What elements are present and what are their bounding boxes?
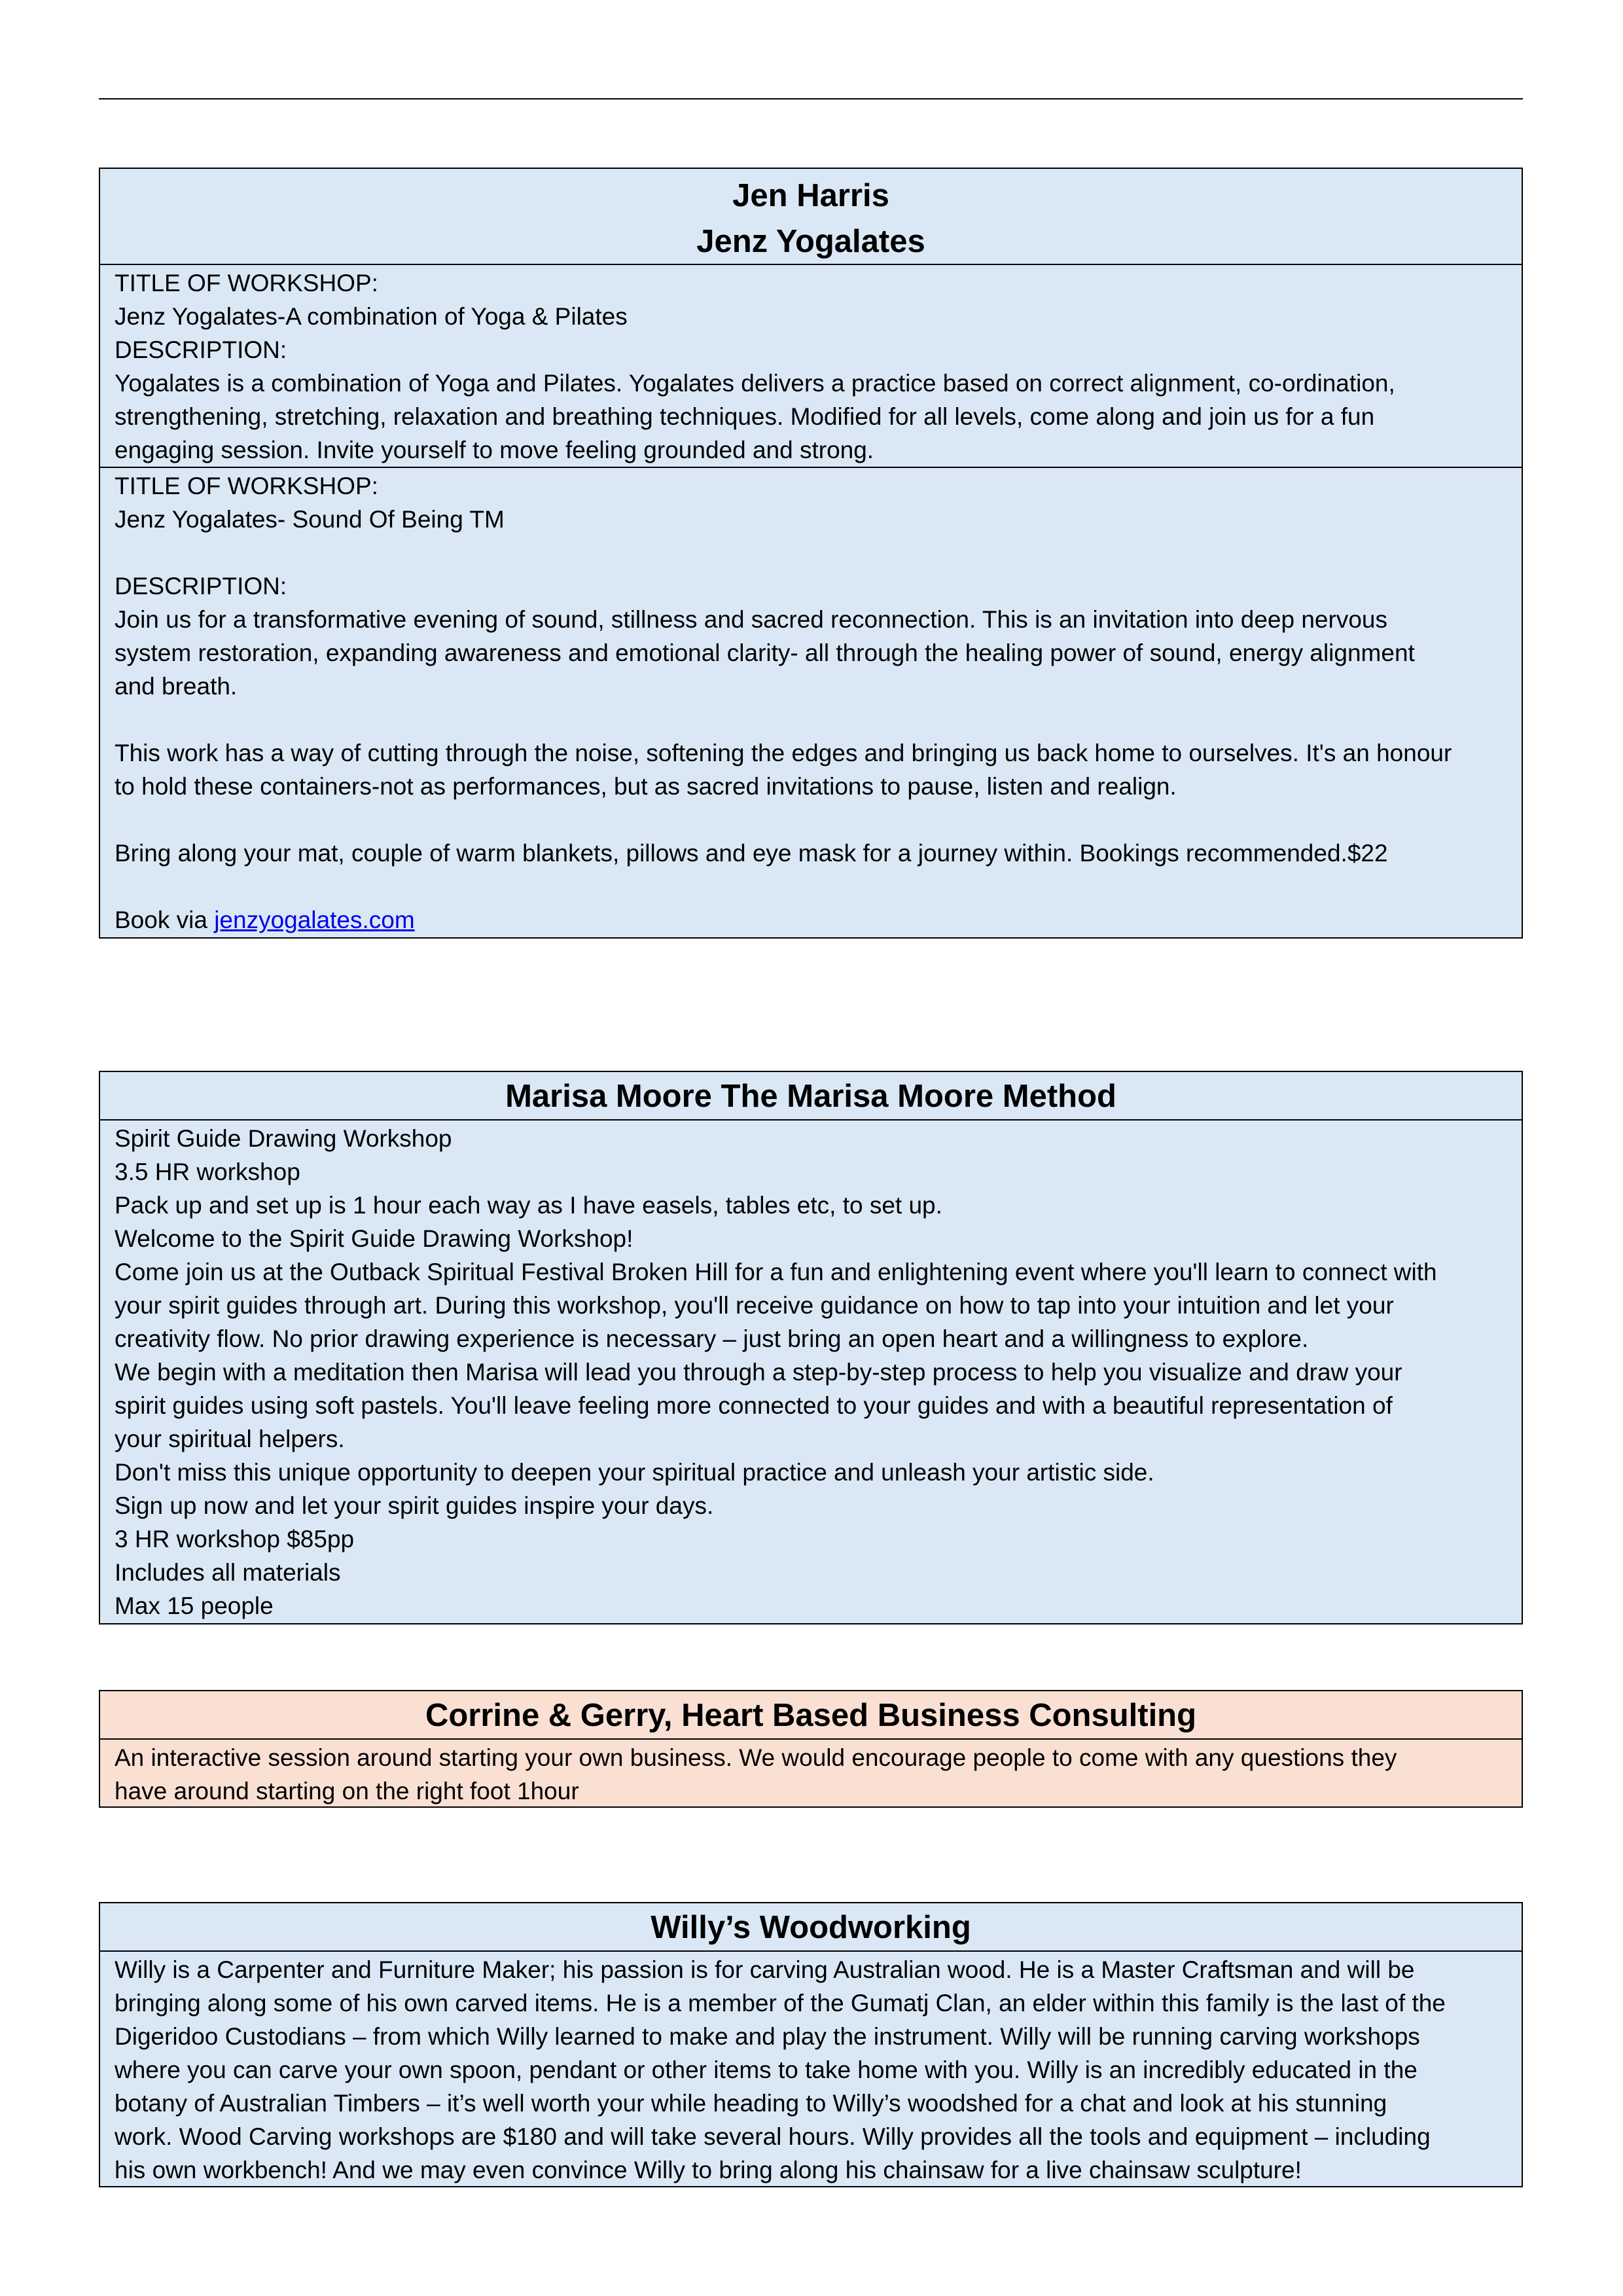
marisa-text-line: Pack up and set up is 1 hour each way as I have easels, tables etc, to set up. [115, 1192, 942, 1219]
workshop-2-desc-line: to hold these containers-not as performances, but as sacred invitations to pause, listen and realign. [115, 773, 1177, 800]
marisa-text-line: Spirit Guide Drawing Workshop [115, 1125, 452, 1152]
willy-text-line: where you can carve your own spoon, pendant or other items to take home with you. Willy is an incredibly educated in the [115, 2056, 1418, 2083]
workshop-1-desc-label: DESCRIPTION: [115, 336, 287, 363]
corrine-gerry-box [99, 1690, 1523, 1808]
marisa-moore-box [99, 1071, 1523, 1624]
workshop-2-desc-line: This work has a way of cutting through the noise, softening the edges and bringing us back home to ourselves. It's an honour [115, 740, 1452, 766]
marisa-moore-body [100, 1121, 1522, 1623]
workshop-2-section [100, 467, 1522, 937]
workshop-1-section [100, 265, 1522, 467]
workshop-1-title-label: TITLE OF WORKSHOP: [115, 270, 378, 296]
marisa-text-line: Come join us at the Outback Spiritual Festival Broken Hill for a fun and enlightening event where you'll learn to connect with [115, 1259, 1437, 1285]
booking-link[interactable]: jenzyogalates.com [214, 906, 415, 933]
willy-text-line: his own workbench! And we may even convince Willy to bring along his chainsaw for a live chainsaw sculpture! [115, 2157, 1302, 2183]
workshop-2-desc-line: and breath. [115, 673, 238, 700]
marisa-text-line: your spirit guides through art. During this workshop, you'll receive guidance on how to tap into your intuition and let your [115, 1292, 1394, 1319]
jen-harris-box [99, 168, 1523, 939]
workshop-2-desc-label: DESCRIPTION: [115, 573, 287, 600]
workshop-2-desc-line: Join us for a transformative evening of sound, stillness and sacred reconnection. This is an invitation into deep nervous [115, 606, 1387, 633]
marisa-text-line: 3.5 HR workshop [115, 1158, 300, 1185]
marisa-text-line: creativity flow. No prior drawing experience is necessary – just bring an open heart and a willingness to explore. [115, 1325, 1309, 1352]
workshop-1-desc-line: engaging session. Invite yourself to move feeling grounded and strong. [115, 437, 874, 463]
workshop-1-desc-line: strengthening, stretching, relaxation and breathing techniques. Modified for all levels, come along and join us for a fun [115, 403, 1375, 430]
willys-woodworking-box [99, 1902, 1523, 2187]
marisa-text-line: We begin with a meditation then Marisa will lead you through a step-by-step process to help you visualize and draw your [115, 1359, 1402, 1386]
corrine-text-line: have around starting on the right foot 1hour [115, 1778, 579, 1804]
marisa-text-line: Welcome to the Spirit Guide Drawing Workshop! [115, 1225, 633, 1252]
marisa-text-line: Includes all materials [115, 1559, 341, 1586]
marisa-text-line: Sign up now and let your spirit guides inspire your days. [115, 1492, 714, 1519]
willy-text-line: bringing along some of his own carved items. He is a member of the Gumatj Clan, an elder within this family is the last of the [115, 1990, 1446, 2017]
corrine-gerry-header: Corrine & Gerry, Heart Based Business Consulting [100, 1691, 1522, 1740]
willys-woodworking-header: Willy’s Woodworking [100, 1903, 1522, 1952]
corrine-text-line: An interactive session around starting your own business. We would encourage people to come with any questions they [115, 1744, 1397, 1771]
booking-line [115, 903, 1507, 937]
booking-prefix: Book via [115, 906, 215, 933]
workshop-2-title: Jenz Yogalates- Sound Of Being TM [115, 506, 505, 533]
workshop-2-desc-line: system restoration, expanding awareness and emotional clarity- all through the healing power of sound, energy alignment [115, 639, 1415, 666]
jen-harris-business: Jenz Yogalates [696, 224, 925, 259]
jen-harris-name: Jen Harris [732, 178, 889, 213]
marisa-text-line: your spiritual helpers. [115, 1426, 345, 1452]
header-rule [99, 98, 1523, 99]
willys-woodworking-body [100, 1952, 1522, 2187]
marisa-text-line: Don't miss this unique opportunity to deepen your spiritual practice and unleash your artistic side. [115, 1459, 1154, 1486]
willy-text-line: botany of Australian Timbers – it’s well worth your while heading to Willy’s woodshed for a chat and look at his stunning [115, 2090, 1387, 2117]
marisa-text-line: spirit guides using soft pastels. You'll leave feeling more connected to your guides and with a beautiful representation of [115, 1392, 1393, 1419]
jen-harris-header [100, 169, 1522, 265]
workshop-1-title: Jenz Yogalates-A combination of Yoga & Pilates [115, 303, 628, 330]
workshop-1-desc-line: Yogalates is a combination of Yoga and Pilates. Yogalates delivers a practice based on correct alignment, co-ordination, [115, 370, 1395, 397]
marisa-text-line: Max 15 people [115, 1592, 274, 1619]
marisa-text-line: 3 HR workshop $85pp [115, 1526, 355, 1552]
willy-text-line: Willy is a Carpenter and Furniture Maker; his passion is for carving Australian wood. He is a Master Craftsman and will be [115, 1956, 1415, 1983]
willy-text-line: Digeridoo Custodians – from which Willy learned to make and play the instrument. Willy will be running carving workshops [115, 2023, 1420, 2050]
workshop-2-title-label: TITLE OF WORKSHOP: [115, 473, 378, 499]
marisa-moore-header: Marisa Moore The Marisa Moore Method [100, 1072, 1522, 1121]
willy-text-line: work. Wood Carving workshops are $180 and will take several hours. Willy provides all the tools and equipment – including [115, 2123, 1431, 2150]
corrine-gerry-body [100, 1740, 1522, 1808]
workshop-2-desc-line: Bring along your mat, couple of warm blankets, pillows and eye mask for a journey within. Bookings recommended.$22 [115, 840, 1388, 867]
